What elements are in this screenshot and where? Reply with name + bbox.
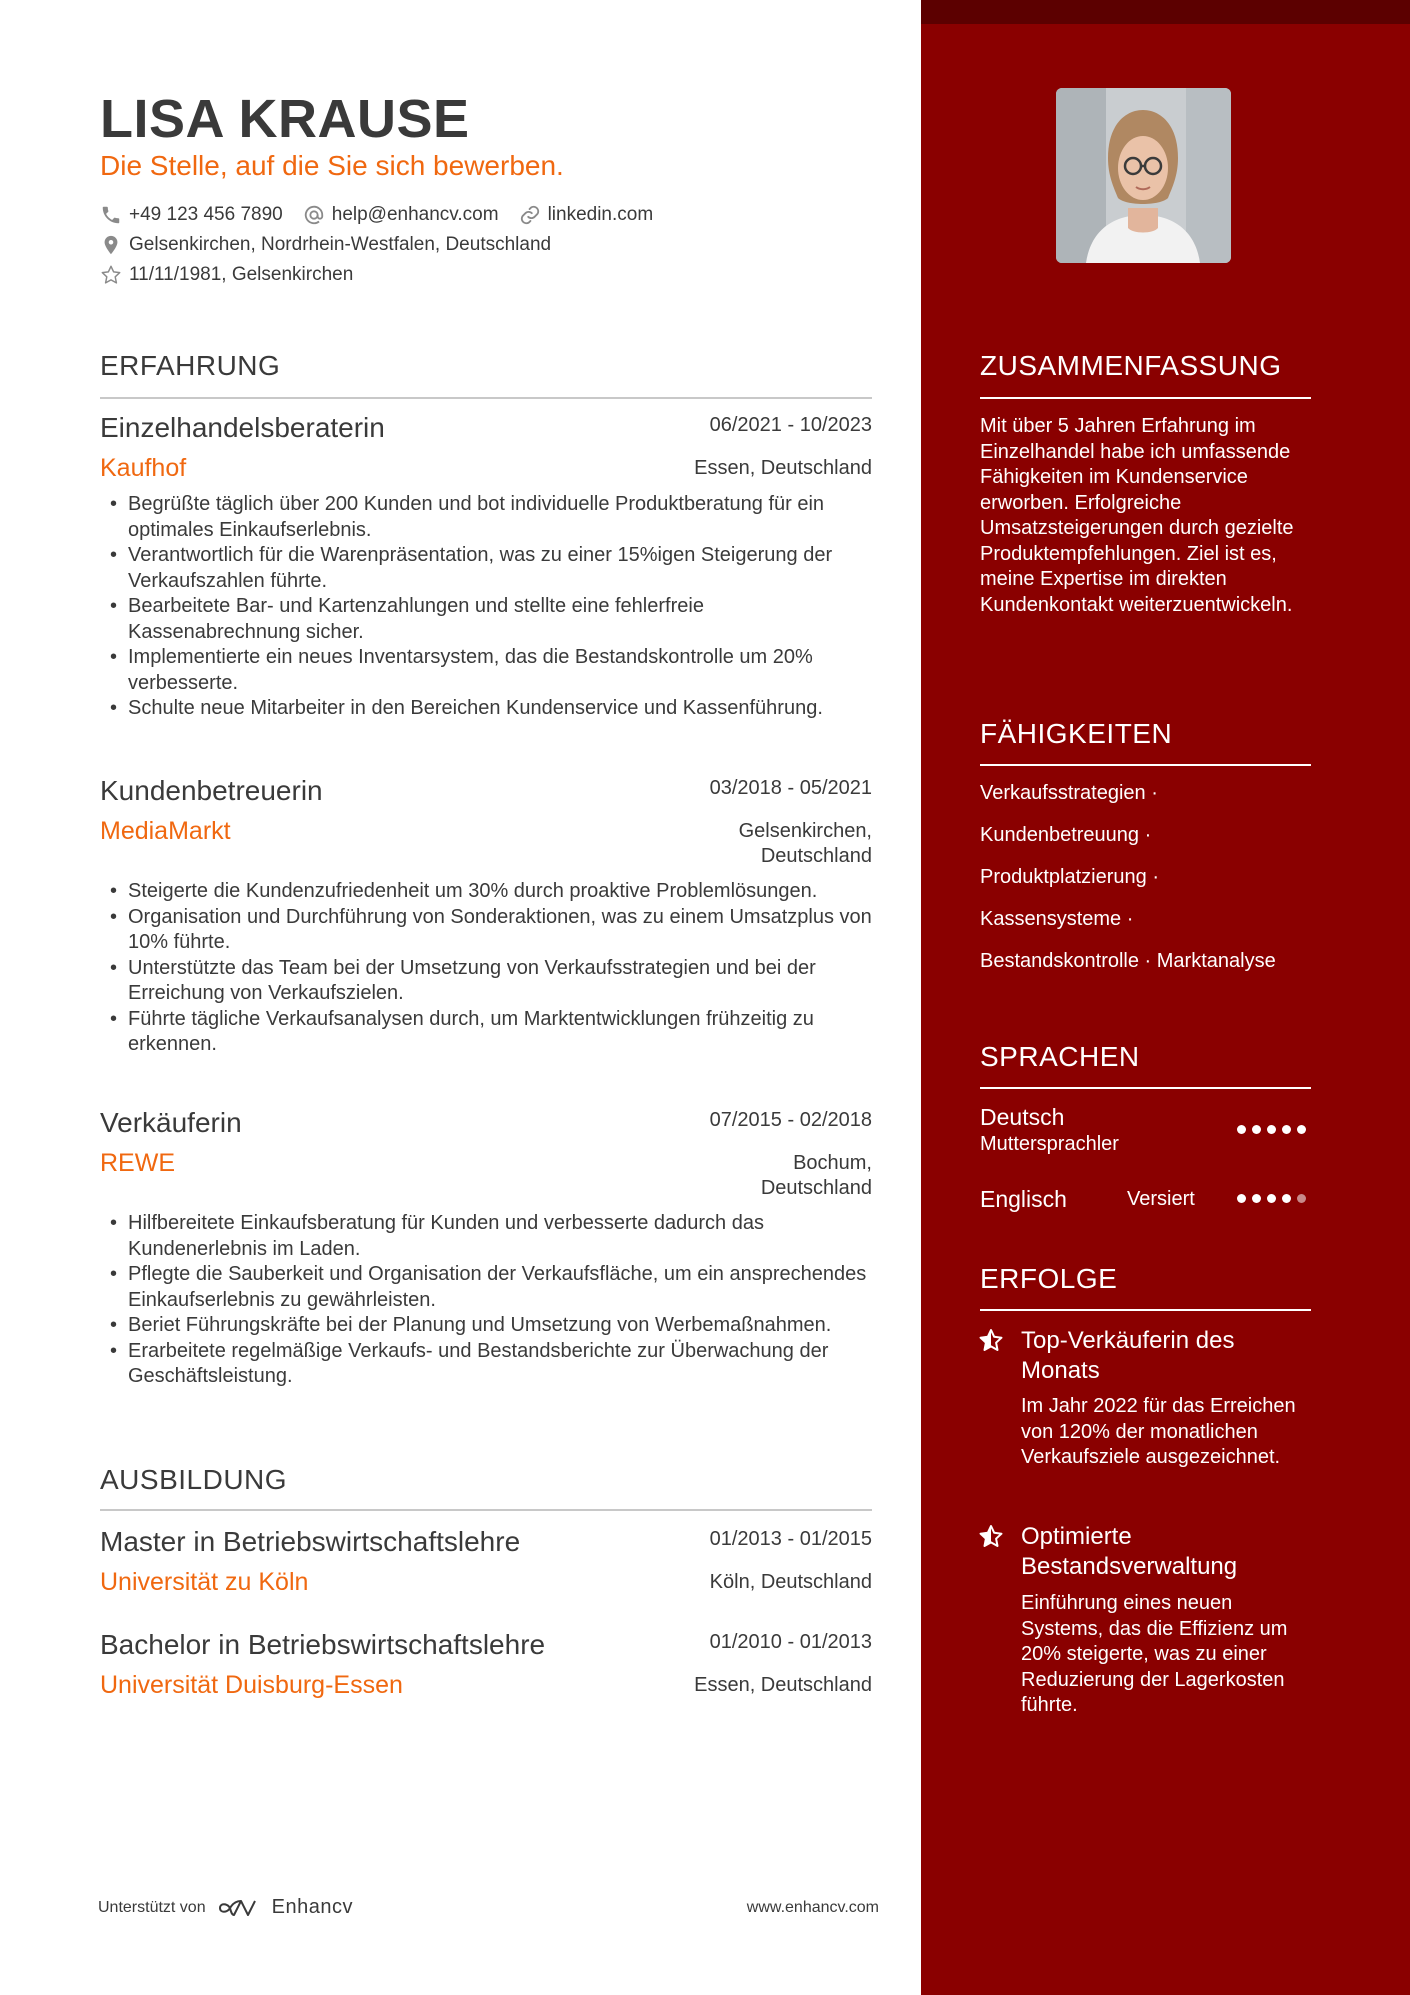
location-pin-icon (100, 234, 122, 256)
job-date: 03/2018 - 05/2021 (709, 777, 872, 799)
bullet-item: • Unterstützte das Team bei der Umsetzung von Verkaufsstrategien und bei der Erreichung von Verkaufszielen. (100, 956, 872, 1007)
sidebar-top-bar (921, 0, 1410, 24)
bullet-item: • Begrüßte täglich über 200 Kunden und bot individuelle Produktberatung für ein optimales Einkaufserlebnis. (100, 492, 872, 543)
birth-item (100, 264, 353, 286)
location-item (100, 234, 551, 256)
section-divider (100, 1509, 872, 1511)
education-entry (100, 1526, 872, 1610)
powered-by-text: Unterstützt von (98, 1898, 206, 1916)
rating-dot-filled (1237, 1125, 1246, 1134)
job-bullets (100, 492, 872, 722)
job-location (739, 819, 872, 869)
section-divider (980, 764, 1311, 766)
bullet-item: • Beriet Führungskräfte bei der Planung und Umsetzung von Werbemaßnahmen. (100, 1313, 872, 1339)
candidate-name: LISA KRAUSE (100, 89, 470, 149)
enhancv-logo-icon (218, 1897, 264, 1919)
job-company: REWE (100, 1149, 175, 1177)
education-degree: Master in Betriebswirtschaftslehre (100, 1526, 521, 1557)
summary-heading: ZUSAMMENFASSUNG (980, 350, 1282, 381)
education-entry (100, 1629, 872, 1713)
job-location-line: Gelsenkirchen, (738, 820, 872, 842)
bullet-item: • Verantwortlich für die Warenpräsentation, was zu einer 15%igen Steigerung der Verkaufszahlen führte. (100, 543, 872, 594)
rating-dot-filled (1297, 1125, 1306, 1134)
contact-row-3 (100, 264, 373, 286)
section-divider (980, 1087, 1311, 1089)
bullet-item: • Erarbeitete regelmäßige Verkaufs- und Bestandsberichte zur Überwachung der Geschäftsleistung. (100, 1339, 872, 1390)
job-location-line: Bochum, (793, 1152, 872, 1174)
footer-branding (98, 1896, 353, 1919)
job-location (761, 1151, 872, 1201)
experience-heading: ERFAHRUNG (100, 350, 281, 381)
achievement-description: Im Jahr 2022 für das Erreichen von 120% der monatlichen Verkaufsziele ausgezeichnet. (1021, 1395, 1296, 1468)
job-title: Die Stelle, auf die Sie sich bewerben. (100, 150, 564, 181)
contact-row-2 (100, 234, 571, 256)
education-location: Essen, Deutschland (694, 1674, 872, 1696)
job-date: 06/2021 - 10/2023 (709, 414, 872, 436)
education-school: Universität Duisburg-Essen (100, 1671, 403, 1699)
bullet-item: • Schulte neue Mitarbeiter in den Bereichen Kundenservice und Kassenführung. (100, 696, 872, 722)
language-name: Deutsch (980, 1104, 1065, 1130)
section-divider (980, 1309, 1311, 1311)
location-text: Gelsenkirchen, Nordrhein-Westfalen, Deutschland (129, 234, 552, 255)
phone-text: +49 123 456 7890 (129, 204, 283, 225)
education-date: 01/2010 - 01/2013 (709, 1631, 872, 1653)
rating-dot-filled (1237, 1194, 1246, 1203)
summary-text: Mit über 5 Jahren Erfahrung im Einzelhandel habe ich umfassende Fähigkeiten im Kundenservice erworben. Erfolgreiche Umsatzsteigerungen durch gezielte Produktempfehlungen. Ziel ist es, meine Expertise im direkten Kundenkontakt weiterzuentwickeln. (980, 415, 1294, 616)
star-badge-icon (978, 1524, 1004, 1550)
job-location-line: Deutschland (760, 845, 872, 867)
job-position: Einzelhandelsberaterin (100, 412, 385, 443)
language-rating (1237, 1194, 1312, 1203)
email-item[interactable] (303, 204, 499, 226)
job-bullets (100, 1211, 872, 1390)
achievements-heading: ERFOLGE (980, 1263, 1118, 1294)
email-text[interactable]: help@enhancv.com (331, 204, 499, 225)
skill-item: Kundenbetreuung · (980, 824, 1152, 846)
bullet-item: • Führte tägliche Verkaufsanalysen durch, um Marktentwicklungen frühzeitig zu erkennen. (100, 1007, 872, 1058)
sidebar (921, 0, 1410, 1995)
skill-item: Kassensysteme · (980, 908, 1134, 930)
section-divider (100, 397, 872, 399)
bullet-item: • Organisation und Durchführung von Sonderaktionen, was zu einem Umsatzplus von 10% führte. (100, 905, 872, 956)
skill-item: Produktplatzierung · (980, 866, 1159, 888)
star-icon (100, 264, 122, 286)
education-degree: Bachelor in Betriebswirtschaftslehre (100, 1629, 546, 1660)
education-heading: AUSBILDUNG (100, 1464, 288, 1495)
job-entry (100, 1107, 872, 1390)
rating-dot-filled (1252, 1125, 1261, 1134)
bullet-item: • Steigerte die Kundenzufriedenheit um 30% durch proaktive Problemlösungen. (100, 879, 872, 905)
job-date: 07/2015 - 02/2018 (709, 1109, 872, 1131)
rating-dot-filled (1282, 1194, 1291, 1203)
star-badge-icon (978, 1328, 1004, 1354)
rating-dot-filled (1252, 1194, 1261, 1203)
bullet-item: • Bearbeitete Bar- und Kartenzahlungen und stellte eine fehlerfreie Kassenabrechnung sicher. (100, 594, 872, 645)
skill-item: Bestandskontrolle · Marktanalyse (980, 950, 1276, 972)
language-level: Versiert (1127, 1188, 1195, 1210)
education-school: Universität zu Köln (100, 1568, 309, 1596)
language-level: Muttersprachler (980, 1133, 1119, 1155)
linkedin-text[interactable]: linkedin.com (547, 204, 654, 225)
languages-heading: SPRACHEN (980, 1041, 1140, 1072)
brand-name: Enhancv (271, 1896, 353, 1918)
skills-heading: FÄHIGKEITEN (980, 718, 1173, 749)
bullet-item: • Hilfbereitete Einkaufsberatung für Kunden und verbesserte dadurch das Kundenerlebnis im Laden. (100, 1211, 872, 1262)
education-location: Köln, Deutschland (709, 1571, 872, 1593)
rating-dot-filled (1267, 1194, 1276, 1203)
achievement-title: Top-Verkäuferin des Monats (1021, 1327, 1235, 1384)
skill-item: Verkaufsstrategien · (980, 782, 1158, 804)
bullet-item: • Implementierte ein neues Inventarsystem, das die Bestandskontrolle um 20% verbesserte. (100, 645, 872, 696)
bullet-item: • Pflegte die Sauberkeit und Organisation der Verkaufsfläche, um ein ansprechendes Einkaufserlebnis zu gewährleisten. (100, 1262, 872, 1313)
job-location: Essen, Deutschland (694, 457, 872, 479)
language-rating (1237, 1125, 1312, 1134)
language-name: Englisch (980, 1186, 1067, 1212)
education-date: 01/2013 - 01/2015 (709, 1528, 872, 1550)
phone-icon (100, 204, 122, 226)
job-location-line: Deutschland (760, 1177, 872, 1199)
job-bullets (100, 879, 872, 1058)
rating-dot-filled (1267, 1125, 1276, 1134)
job-position: Verkäuferin (100, 1107, 242, 1138)
rating-dot-filled (1282, 1125, 1291, 1134)
profile-photo (1056, 88, 1231, 263)
job-company: MediaMarkt (100, 817, 231, 845)
job-entry (100, 412, 872, 722)
link-icon (519, 204, 541, 226)
at-icon (303, 204, 325, 226)
footer-website[interactable]: www.enhancv.com (746, 1899, 879, 1916)
phone-item (100, 204, 283, 226)
birth-text: 11/11/1981, Gelsenkirchen (129, 264, 354, 285)
section-divider (980, 397, 1311, 399)
job-entry (100, 775, 872, 1058)
achievement-title: Optimierte Bestandsverwaltung (1021, 1523, 1238, 1580)
rating-dot-empty (1297, 1194, 1306, 1203)
job-position: Kundenbetreuerin (100, 775, 323, 806)
achievement-description: Einführung eines neuen Systems, das die Effizienz um 20% steigerte, was zu einer Reduzierung der Lagerkosten führte. (1021, 1592, 1288, 1716)
job-company: Kaufhof (100, 454, 187, 482)
linkedin-item[interactable] (519, 204, 654, 226)
contact-row-1 (100, 204, 673, 226)
